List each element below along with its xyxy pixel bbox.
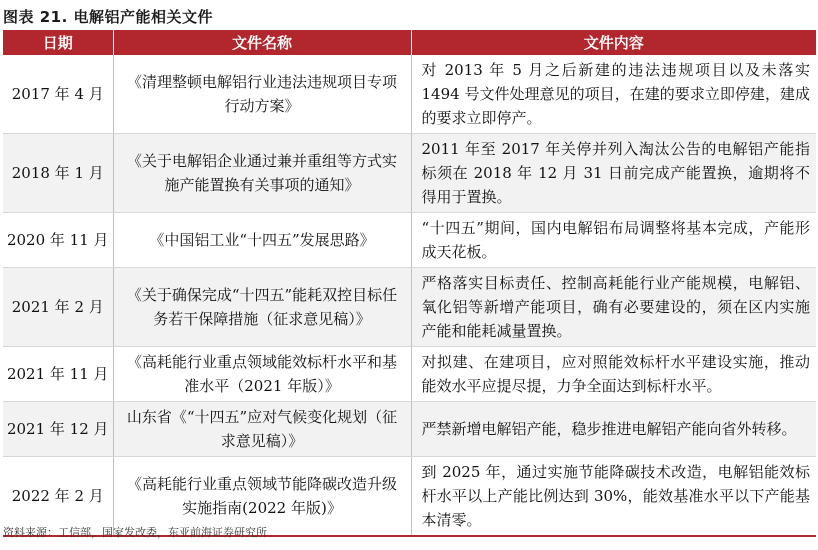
table-row	[3, 213, 816, 268]
row-document-name: 山东省《“十四五”应对气候变化规划（征求意见稿）》	[113, 402, 411, 457]
header-document-name: 文件名称	[113, 30, 411, 55]
row-date: 2020 年 11 月	[3, 213, 113, 268]
row-date: 2021 年 2 月	[3, 268, 113, 347]
row-document-content: “十四五”期间，国内电解铝布局调整将基本完成，产能形成天花板。	[411, 213, 816, 268]
policy-table	[3, 30, 816, 537]
table-row	[3, 268, 816, 347]
source-note: 资料来源：工信部，国家发改委，东亚前海证券研究所	[3, 526, 267, 539]
row-document-name: 《高耗能行业重点领域能效标杆水平和基准水平（2021 年版）》	[113, 347, 411, 402]
table-row	[3, 134, 816, 213]
figure-caption: 图表 21. 电解铝产能相关文件	[3, 8, 214, 26]
row-date: 2021 年 11 月	[3, 347, 113, 402]
table-row	[3, 347, 816, 402]
row-document-content: 到 2025 年，通过实施节能降碳技术改造，电解铝能效标杆水平以上产能比例达到 30%，能效基准水平以下产能基本清零。	[411, 457, 816, 537]
row-date: 2017 年 4 月	[3, 55, 113, 134]
row-document-content: 严禁新增电解铝产能，稳步推进电解铝产能向省外转移。	[411, 402, 816, 457]
table-header-row	[3, 30, 816, 55]
header-document-content: 文件内容	[411, 30, 816, 55]
row-date: 2021 年 12 月	[3, 402, 113, 457]
row-document-name: 《中国铝工业“十四五”发展思路》	[113, 213, 411, 268]
row-document-name: 《高耗能行业重点领域节能降碳改造升级实施指南(2022 年版)》	[113, 457, 411, 537]
row-date: 2022 年 2 月	[3, 457, 113, 537]
row-document-content: 对拟建、在建项目，应对照能效标杆水平建设实施，推动能效水平应提尽提，力争全面达到标杆水平。	[411, 347, 816, 402]
row-document-content: 对 2013 年 5 月之后新建的违法违规项目以及未落实 1494 号文件处理意见的项目，在建的要求立即停建，建成的要求立即停产。	[411, 55, 816, 134]
row-document-name: 《清理整顿电解铝行业违法违规项目专项行动方案》	[113, 55, 411, 134]
row-document-name: 《关于电解铝企业通过兼并重组等方式实施产能置换有关事项的通知》	[113, 134, 411, 213]
row-document-content: 2011 年至 2017 年关停并列入淘汰公告的电解铝产能指标须在 2018 年 12 月 31 日前完成产能置换，逾期将不得用于置换。	[411, 134, 816, 213]
row-document-content: 严格落实目标责任、控制高耗能行业产能规模，电解铝、氧化铝等新增产能项目，确有必要建设的，须在区内实施产能和能耗减量置换。	[411, 268, 816, 347]
row-date: 2018 年 1 月	[3, 134, 113, 213]
row-document-name: 《关于确保完成“十四五”能耗双控目标任务若干保障措施（征求意见稿）》	[113, 268, 411, 347]
table-row	[3, 402, 816, 457]
header-date: 日期	[3, 30, 113, 55]
table-row	[3, 55, 816, 134]
